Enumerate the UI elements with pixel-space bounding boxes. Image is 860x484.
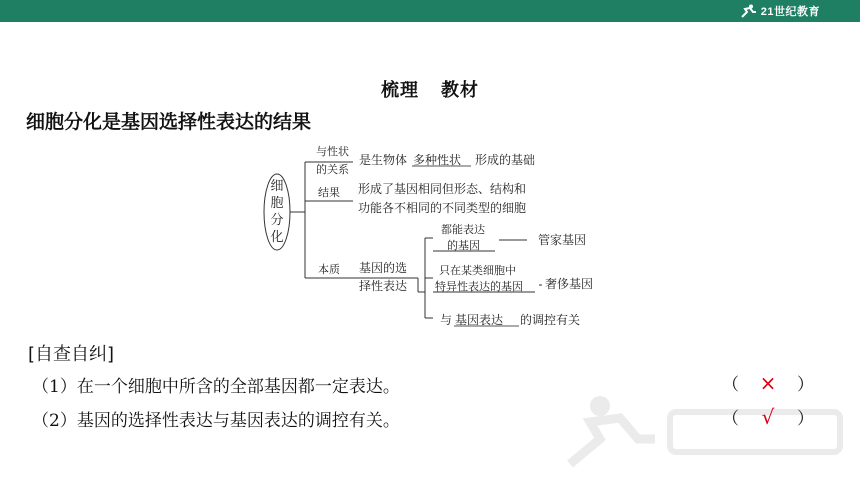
sub1-result: 管家基因 [538, 233, 587, 247]
question-1: （1）在一个细胞中所含的全部基因都一定表达。 [32, 377, 400, 397]
sub3-fill: 基因表达 [455, 313, 504, 327]
concept-diagram [255, 140, 615, 330]
branch3-label: 本质 [318, 263, 340, 276]
root-char: 胞 [270, 196, 284, 211]
branch3-mid: 择性表达 [359, 279, 408, 293]
branch1-text: 形成的基础 [475, 153, 536, 167]
sub2-text: 特异性表达的基因 [435, 280, 523, 293]
cross-mark: × [759, 370, 777, 395]
root-char: 化 [270, 230, 284, 245]
branch2-text: 功能各不相同的不同类型的细胞 [358, 201, 527, 215]
branch1-fill: 多种性状 [413, 153, 462, 167]
branch3-mid: 基因的选 [359, 261, 408, 275]
check-mark: √ [761, 404, 775, 429]
branch1-text: 是生物体 [359, 153, 408, 167]
page-title: 梳理 教材 [381, 80, 479, 101]
section-label: [自查自纠] [28, 344, 115, 365]
branch2-text: 形成了基因相同但形态、结构和 [358, 182, 527, 196]
answer-2: （ √ ） [722, 404, 814, 429]
sub3-text: 与 [440, 313, 453, 327]
sub1-text: 的基因 [447, 239, 480, 252]
branch1-label: 与性状 [316, 145, 349, 158]
sub2-result: 奢侈基因 [545, 277, 594, 291]
sub2-text: 只在某类细胞中 [439, 264, 516, 277]
brand-text: 21世纪教育 [760, 6, 820, 18]
question-2: （2）基因的选择性表达与基因表达的调控有关。 [32, 411, 400, 431]
answer-1: （ × ） [722, 370, 814, 395]
top-bar [0, 0, 860, 22]
subtitle: 细胞分化是基因选择性表达的结果 [26, 111, 312, 133]
branch2-label: 结果 [318, 186, 340, 199]
root-char: 分 [270, 213, 284, 228]
sub3-text: 的调控有关 [520, 313, 581, 327]
watermark-logo [560, 384, 860, 474]
root-char: 细 [270, 179, 284, 194]
brand-logo [738, 3, 820, 19]
runner-icon [738, 4, 758, 18]
branch1-label: 的关系 [316, 163, 349, 176]
sub1-text: 都能表达 [441, 223, 485, 236]
